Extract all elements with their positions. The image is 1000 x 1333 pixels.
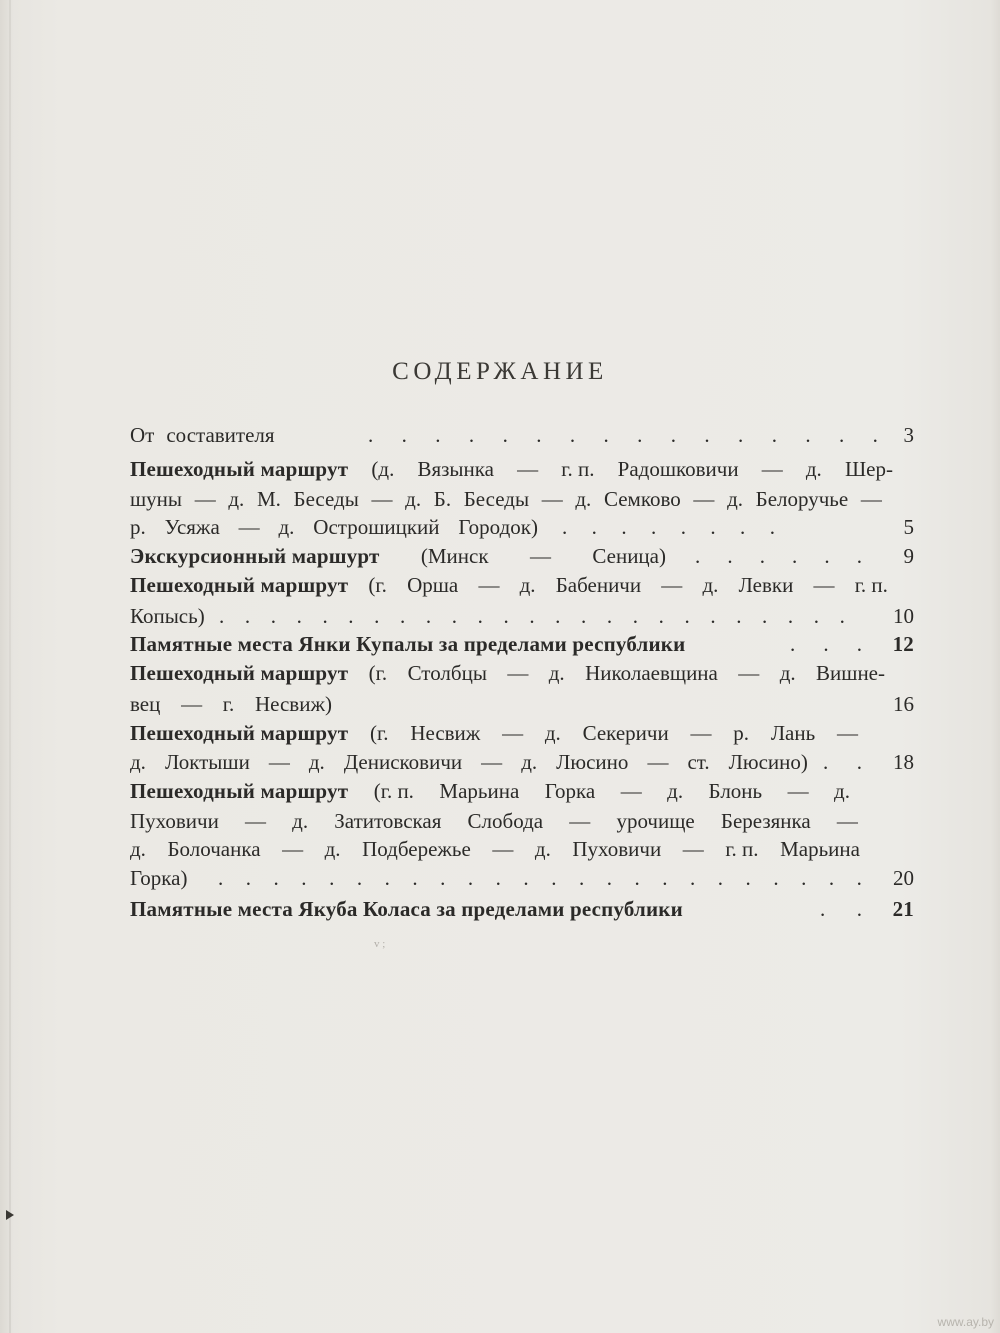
toc-word: —: [690, 721, 712, 745]
toc-word: —: [661, 573, 683, 597]
toc-word: Горка: [544, 779, 596, 803]
toc-word: —: [517, 457, 539, 481]
toc-word: вец: [130, 692, 161, 716]
toc-entry-line: [0, 775, 1000, 807]
toc-word: Денисковичи: [343, 750, 463, 774]
toc-word: (г. п.: [373, 779, 414, 803]
toc-word: Радошковичи: [617, 457, 739, 481]
toc-word: —: [371, 487, 393, 511]
toc-word: шуны: [130, 487, 183, 511]
toc-word: Затитовская: [334, 809, 442, 833]
toc-word: Лань: [770, 721, 816, 745]
toc-word: Усяжа: [164, 515, 220, 539]
toc-word: д.: [278, 515, 295, 539]
toc-entry-line: [0, 419, 1000, 451]
toc-entry-line: [0, 453, 1000, 485]
toc-word: Люсино: [556, 750, 629, 774]
toc-word: ст.: [687, 750, 710, 774]
toc-word: М.: [256, 487, 281, 511]
toc-word: д.: [519, 573, 536, 597]
toc-word: Несвиж): [254, 692, 332, 716]
toc-page-number: 9: [903, 544, 914, 568]
toc-word: Марьина: [780, 837, 860, 861]
toc-entry-text: [130, 511, 538, 543]
toc-word: Белоручье: [755, 487, 849, 511]
toc-word: —: [541, 487, 563, 511]
toc-word: Слобода: [467, 809, 544, 833]
toc-word: —: [836, 809, 858, 833]
toc-word: —: [502, 721, 524, 745]
toc-word: От: [130, 423, 155, 447]
toc-word: Беседы: [463, 487, 530, 511]
toc-word: урочище: [616, 809, 695, 833]
toc-entry-text: [130, 628, 685, 660]
toc-entry-text: [130, 569, 888, 601]
toc-word: —: [761, 457, 783, 481]
toc-word: г. п.: [725, 837, 759, 861]
toc-entry-line: [0, 746, 1000, 778]
toc-word: Николаевщина: [585, 661, 718, 685]
toc-word: Несвиж: [410, 721, 481, 745]
toc-leader-dots: . . .: [790, 632, 862, 656]
toc-word: —: [693, 487, 715, 511]
toc-word: Горка): [130, 866, 188, 890]
toc-word: Памятные места Якуба Коласа за пределами республики: [130, 897, 683, 921]
toc-entry-text: [130, 893, 683, 925]
toc-word: составителя: [166, 423, 275, 447]
watermark: www.ay.by: [937, 1315, 994, 1329]
toc-word: д.: [405, 487, 422, 511]
toc-word: д.: [779, 661, 796, 685]
toc-word: (г.: [370, 721, 389, 745]
toc-word: д.: [534, 837, 551, 861]
toc-word: д.: [308, 750, 325, 774]
toc-word: г.: [222, 692, 235, 716]
toc-word: Секеричи: [582, 721, 669, 745]
toc-entry-text: [130, 862, 188, 894]
toc-leader-dots: . .: [820, 897, 862, 921]
toc-word: Бабеничи: [555, 573, 642, 597]
toc-word: —: [529, 544, 551, 568]
toc-entry-text: [130, 833, 860, 865]
toc-word: Березянка: [720, 809, 811, 833]
toc-word: Острошицкий: [313, 515, 440, 539]
toc-word: Вязынка: [417, 457, 494, 481]
toc-word: —: [507, 661, 529, 685]
toc-word: д.: [130, 750, 146, 774]
toc-entry-line: [0, 569, 1000, 601]
toc-word: Подбережье: [362, 837, 471, 861]
toc-leader-dots: . . . . . . . . . . . . . . . . . . . . . . . .: [218, 866, 862, 890]
toc-entry-text: [130, 746, 808, 778]
toc-word: Пуховичи: [130, 809, 219, 833]
toc-word: Семково: [603, 487, 681, 511]
toc-entry-line: [0, 657, 1000, 689]
toc-word: —: [194, 487, 216, 511]
toc-leader-dots: . . . . . .: [695, 544, 862, 568]
toc-word: д.: [544, 721, 561, 745]
toc-word: —: [268, 750, 290, 774]
toc-entry-line: [0, 893, 1000, 925]
toc-word: Сеница): [592, 544, 666, 568]
toc-leader-dots: . . . . . . . . . . . . . . . . . . . . . . . . .: [219, 604, 845, 628]
toc-word: д.: [228, 487, 245, 511]
toc-page-number: 21: [892, 897, 914, 921]
toc-word: д.: [130, 837, 146, 861]
toc-entry-text: [130, 775, 850, 807]
toc-word: Памятные места Янки Купалы за пределами республики: [130, 632, 686, 656]
toc-word: —: [836, 721, 858, 745]
toc-word: д.: [727, 487, 743, 511]
toc-page-number: 16: [893, 692, 914, 716]
toc-entry-text: [130, 419, 275, 451]
toc-word: Беседы: [293, 487, 359, 511]
toc-word: Пуховичи: [572, 837, 662, 861]
toc-entry-text: [130, 657, 885, 689]
toc-leader-dots: . .: [823, 750, 862, 774]
toc-leader-dots: . . . . . . . .: [562, 515, 775, 539]
toc-page-number: 3: [903, 423, 914, 447]
toc-page-number: 12: [892, 632, 914, 656]
toc-page-number: 18: [893, 750, 914, 774]
toc-word: г. п.: [854, 573, 888, 597]
toc-entry-text: [130, 540, 666, 572]
toc-word: Пешеходный маршрут: [130, 573, 349, 597]
toc-word: —: [682, 837, 704, 861]
toc-word: д.: [702, 573, 719, 597]
toc-word: —: [738, 661, 760, 685]
toc-word: (г.: [368, 661, 388, 685]
toc-word: —: [481, 750, 503, 774]
toc-word: Пешеходный маршрут: [130, 721, 349, 745]
toc-word: —: [492, 837, 514, 861]
toc-word: д.: [805, 457, 822, 481]
toc-word: Б.: [433, 487, 452, 511]
toc-word: Локтыши: [164, 750, 250, 774]
toc-word: Болочанка: [167, 837, 261, 861]
toc-word: Левки: [738, 573, 794, 597]
toc-word: —: [238, 515, 260, 539]
toc-word: Блонь: [708, 779, 763, 803]
toc-word: —: [620, 779, 642, 803]
toc-word: —: [813, 573, 835, 597]
toc-word: —: [282, 837, 304, 861]
toc-word: Вишне-: [816, 661, 885, 685]
toc-entry-line: [0, 688, 1000, 720]
toc-word: —: [787, 779, 809, 803]
toc-entry-line: [0, 628, 1000, 660]
toc-leader-dots: . . . . . . . . . . . . . . . .: [368, 423, 878, 447]
toc-word: —: [181, 692, 203, 716]
toc-entry-line: [0, 511, 1000, 543]
toc-word: Копысь): [130, 604, 205, 628]
toc-entry-line: [0, 862, 1000, 894]
toc-word: Пешеходный маршрут: [130, 457, 349, 481]
toc-entry-text: [130, 453, 893, 485]
toc-word: Люсино): [728, 750, 808, 774]
toc-word: д.: [834, 779, 850, 803]
toc-word: Орша: [407, 573, 459, 597]
toc-word: —: [245, 809, 266, 833]
toc-page-number: 10: [893, 604, 914, 628]
toc-word: д.: [324, 837, 341, 861]
toc-entry-line: [0, 717, 1000, 749]
toc-word: Пешеходный маршрут: [130, 661, 349, 685]
toc-word: д.: [667, 779, 684, 803]
toc-word: —: [647, 750, 669, 774]
toc-word: —: [860, 487, 882, 511]
toc-page-number: 20: [893, 866, 914, 890]
toc-word: Шер-: [844, 457, 893, 481]
toc-word: (Минск: [420, 544, 489, 568]
toc-word: (г.: [368, 573, 387, 597]
toc-title: СОДЕРЖАНИЕ: [392, 358, 608, 385]
toc-entry-line: [0, 833, 1000, 865]
toc-word: г. п.: [561, 457, 595, 481]
toc-word: р.: [733, 721, 750, 745]
toc-word: д.: [548, 661, 565, 685]
toc-word: —: [569, 809, 591, 833]
toc-word: —: [478, 573, 500, 597]
page-smudge: v ;: [374, 938, 386, 950]
toc-entry-line: [0, 540, 1000, 572]
toc-word: д.: [575, 487, 592, 511]
toc-word: Пешеходный маршрут: [130, 779, 349, 803]
toc-word: Городок): [458, 515, 538, 539]
toc-page-number: 5: [903, 515, 914, 539]
toc-word: д.: [521, 750, 538, 774]
binding-mark: [6, 1210, 14, 1220]
toc-entry-text: [130, 717, 858, 749]
toc-word: Экскурсионный маршурт: [130, 544, 380, 568]
toc-word: д.: [292, 809, 309, 833]
toc-word: р.: [130, 515, 146, 539]
toc-word: Марьина: [439, 779, 520, 803]
toc-word: (д.: [371, 457, 395, 481]
toc-word: Столбцы: [407, 661, 487, 685]
toc-entry-text: [130, 688, 332, 720]
